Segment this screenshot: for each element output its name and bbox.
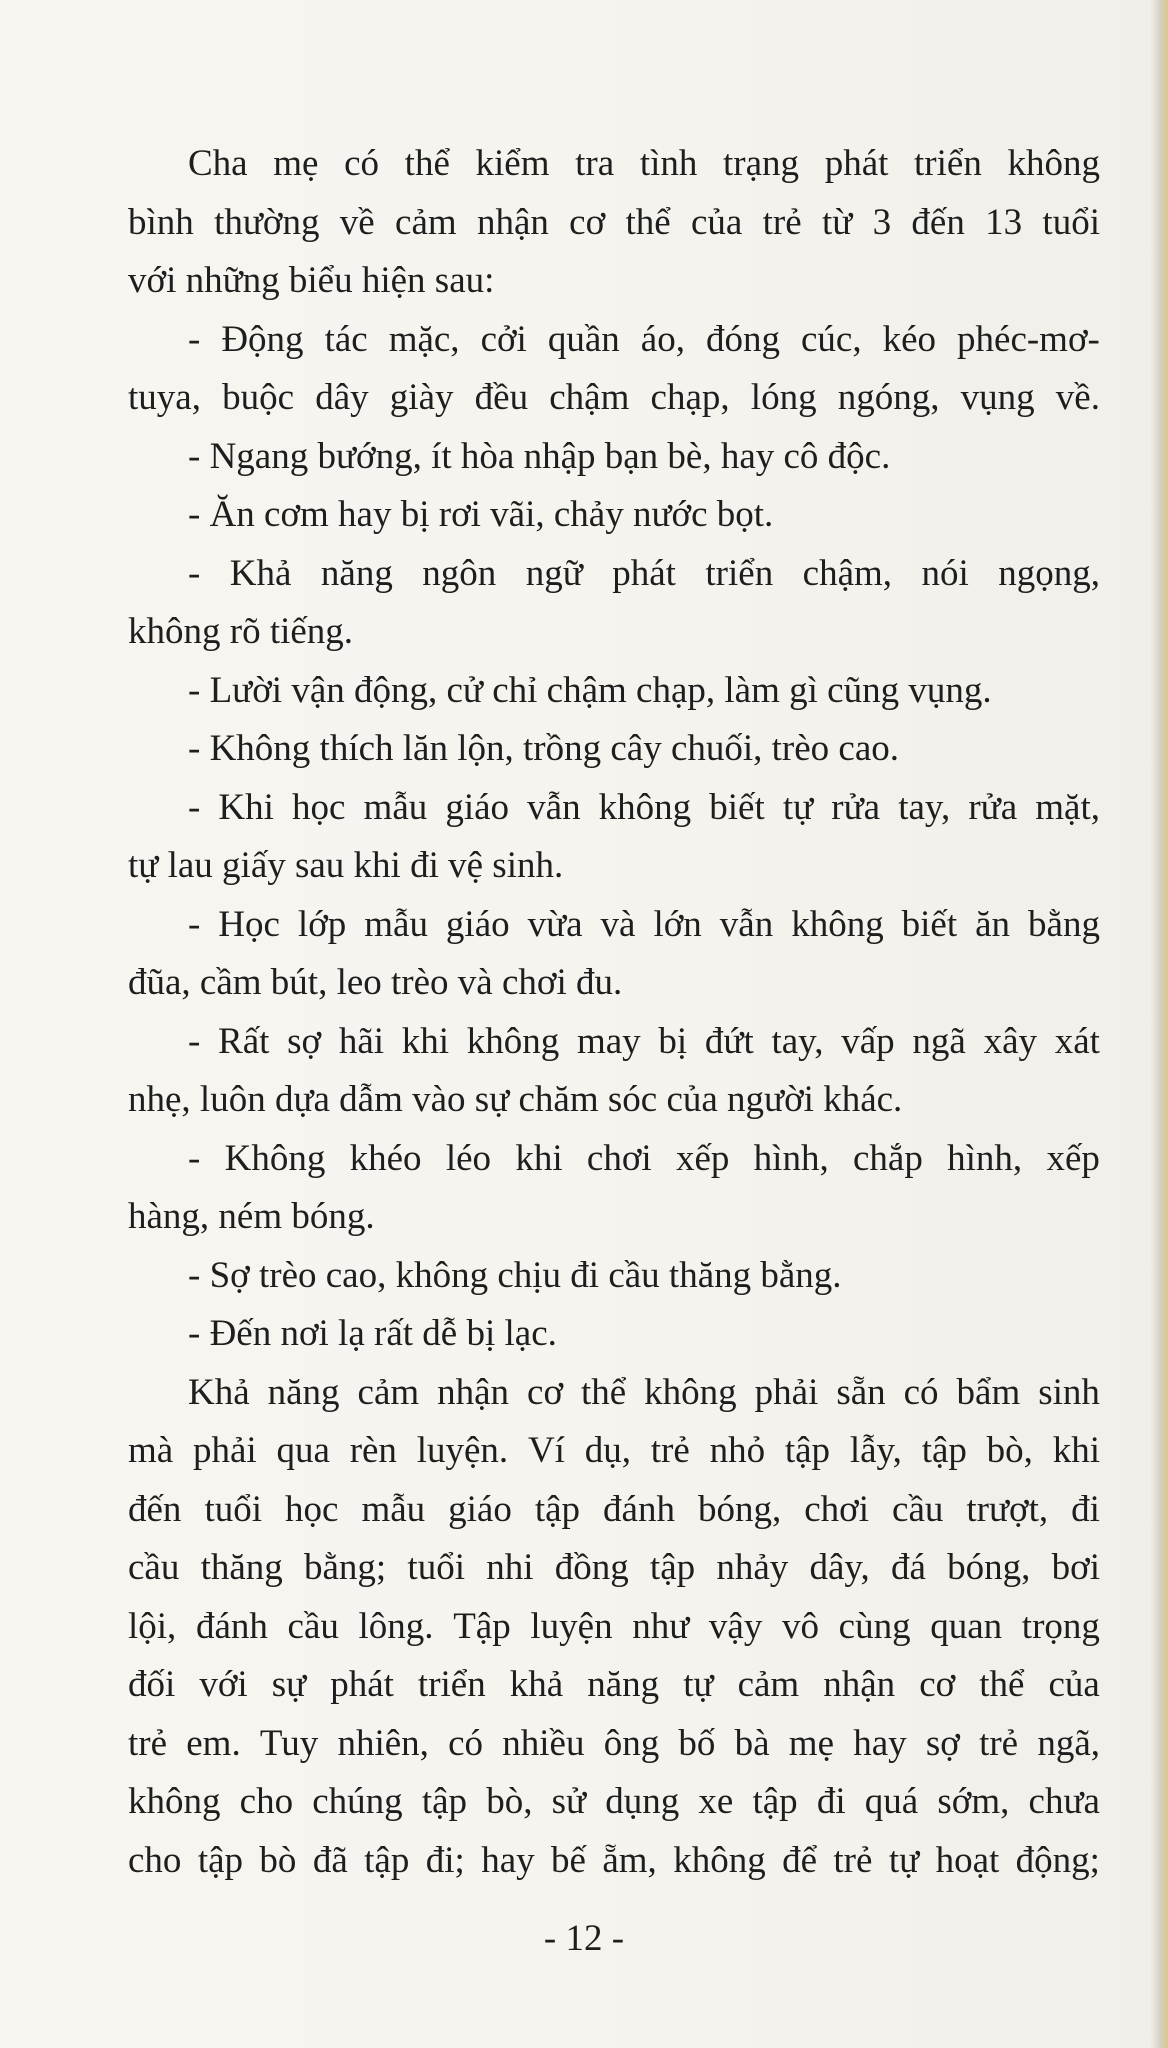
word: biết [901, 903, 958, 945]
word: trẻ [762, 201, 802, 243]
word: Động [221, 318, 304, 360]
word: học [285, 1488, 339, 1530]
text-line [128, 1656, 1100, 1715]
word: Cha [188, 143, 248, 184]
word: Không [224, 1137, 326, 1179]
word: triển [914, 143, 982, 184]
line-text: đũa, cầm bút, leo trèo và chơi đu. [128, 962, 623, 1003]
word: nhiên, [337, 1722, 429, 1764]
text-line [128, 194, 1100, 253]
page-number: - 12 - [543, 1918, 625, 1959]
word: trẻ [128, 1722, 168, 1764]
word: đối [128, 1664, 176, 1705]
word: vô [782, 1605, 819, 1647]
word: sử [551, 1781, 587, 1822]
word: trạng [723, 143, 800, 184]
line-text: - Lười vận động, cử chỉ chậm chạp, làm gì cũng vụng. [188, 669, 992, 711]
word: biết [709, 786, 765, 828]
word: cơ [919, 1664, 956, 1705]
word: tác [324, 318, 368, 360]
word: Khi [218, 786, 274, 828]
word: mặc, [388, 318, 460, 360]
word: khi [401, 1020, 450, 1062]
word: chạp, [650, 377, 730, 418]
word: tay, [898, 786, 951, 828]
text-line [128, 369, 1100, 428]
word: không [128, 1781, 221, 1822]
text-line [128, 545, 1100, 604]
word: ngã [912, 1020, 966, 1062]
word: nhảy [716, 1547, 789, 1588]
word: cầu [892, 1488, 944, 1530]
word: của [1048, 1664, 1100, 1705]
word: phát [824, 143, 889, 184]
word: tuổi [204, 1488, 262, 1530]
word: vụng [960, 377, 1035, 418]
word: Tập [453, 1605, 511, 1647]
word: nói [921, 552, 969, 594]
word: sinh [1038, 1371, 1100, 1413]
word: dây, [809, 1547, 870, 1588]
word: xếp [1046, 1137, 1100, 1179]
word: - [188, 786, 201, 828]
word: dây [315, 377, 369, 418]
word: chơi [586, 1137, 652, 1179]
word: buộc [222, 377, 295, 418]
page-edge [1150, 0, 1168, 2048]
word: lông. [358, 1605, 434, 1647]
word: tập [197, 1839, 244, 1881]
word: không [644, 1371, 737, 1413]
word: phải [754, 1371, 819, 1413]
word: trẻ [833, 1839, 873, 1881]
word: có [344, 143, 380, 184]
word: hình, [947, 1137, 1023, 1179]
line-text: - Ngang bướng, ít hòa nhập bạn bè, hay cô độc. [188, 435, 891, 477]
word: không [673, 1839, 766, 1881]
word: giày [389, 377, 454, 418]
word: kiểm [475, 143, 550, 184]
word: thể [625, 201, 671, 243]
word: thường [214, 201, 320, 243]
word: đánh [603, 1488, 675, 1530]
word: tập [921, 1430, 967, 1471]
word: trẻ [650, 1430, 690, 1471]
word: cho [128, 1839, 182, 1881]
text-line [128, 603, 1100, 662]
word: cởi [480, 318, 527, 360]
word: bị [658, 1020, 688, 1062]
word: phéc-mơ- [957, 318, 1100, 360]
word: em. [186, 1722, 241, 1764]
word: qua [276, 1430, 330, 1471]
word: nhỏ [709, 1430, 766, 1471]
word: mẫu [364, 903, 428, 945]
word: lội, [128, 1605, 177, 1647]
word: dụ, [584, 1430, 631, 1471]
word: sợ [287, 1020, 322, 1062]
word: từ [821, 201, 853, 243]
word: không [466, 1020, 560, 1062]
line-text: - Ăn cơm hay bị rơi vãi, chảy nước bọt. [188, 494, 774, 535]
text-line [128, 1188, 1100, 1247]
word: quá [864, 1781, 919, 1822]
word: cùng [838, 1605, 911, 1647]
word: không [598, 786, 692, 828]
word: tập [364, 1839, 410, 1881]
word: chậm, [802, 552, 893, 594]
word: Ví [527, 1430, 565, 1471]
word: không [791, 903, 884, 945]
text-line [128, 1715, 1100, 1774]
word: tập [534, 1488, 581, 1530]
word: quan [930, 1605, 1003, 1647]
word: triển [417, 1664, 486, 1705]
word: lóng [750, 377, 817, 418]
word: bò, [486, 1781, 533, 1822]
word: đều [474, 377, 529, 418]
word: léo [445, 1137, 492, 1179]
word: bóng, [697, 1488, 782, 1530]
word: đi; [425, 1839, 465, 1881]
word: đồng [554, 1547, 629, 1588]
word: quần [547, 318, 620, 360]
word: sợ [925, 1722, 960, 1764]
word: mẹ [273, 143, 319, 184]
word: ông [603, 1722, 660, 1764]
word: bà [734, 1722, 770, 1764]
word: Học [218, 903, 280, 945]
word: hay [481, 1839, 535, 1881]
word: thăng [200, 1547, 283, 1588]
word: nhận [476, 201, 549, 243]
word: bơi [1051, 1547, 1100, 1588]
word: học [292, 786, 346, 828]
text-line [128, 1598, 1100, 1657]
text-line [128, 1247, 1100, 1306]
word: tra [575, 143, 615, 184]
word: chơi [804, 1488, 870, 1530]
word: cơ [569, 201, 606, 243]
word: có [903, 1371, 939, 1413]
word: - [188, 1137, 201, 1179]
text-line [128, 1539, 1100, 1598]
word: trẻ [979, 1722, 1019, 1764]
word: cúc, [800, 318, 862, 360]
word: bẩm [956, 1371, 1021, 1413]
word: tự [782, 786, 814, 828]
word: hãi [338, 1020, 385, 1062]
word: xát [1054, 1020, 1100, 1062]
word: dụng [605, 1781, 680, 1822]
word: rửa [831, 786, 881, 828]
word: phát [330, 1664, 394, 1705]
text-line [128, 1422, 1100, 1481]
word: luyện [530, 1605, 613, 1647]
word: - [188, 552, 201, 594]
word: mà [128, 1430, 174, 1471]
word: rửa [968, 786, 1018, 828]
word: đứt [704, 1020, 754, 1062]
text-line [128, 662, 1100, 721]
word: ngôn [422, 552, 497, 594]
word: trọng [1021, 1605, 1100, 1647]
word: cầu [287, 1605, 339, 1647]
word: luyện. [416, 1430, 509, 1471]
word: với [199, 1664, 248, 1705]
word: bò [259, 1839, 297, 1881]
word: về. [1055, 377, 1100, 418]
word: tập [784, 1430, 831, 1471]
word: cảm [395, 201, 457, 243]
text-line [128, 837, 1100, 896]
word: đá [891, 1547, 926, 1588]
word: sớm, [937, 1781, 1010, 1822]
word: chậm [549, 377, 630, 418]
word: nhận [437, 1371, 510, 1413]
word: Khả [229, 552, 292, 594]
word: khi [515, 1137, 563, 1179]
word: cơ [527, 1371, 564, 1413]
word: khả [509, 1664, 564, 1705]
line-text: hàng, ném bóng. [128, 1196, 375, 1237]
text-line [128, 1481, 1100, 1540]
text-line [128, 135, 1100, 194]
word: đóng [705, 318, 780, 360]
word: tuya, [128, 377, 201, 418]
word: rèn [349, 1430, 397, 1471]
word: bóng, [947, 1547, 1031, 1588]
word: trượt, [966, 1488, 1049, 1530]
word: đến [128, 1488, 182, 1530]
word: của [690, 201, 743, 243]
word: thể [404, 143, 450, 184]
word: tay, [771, 1020, 824, 1062]
word: mẫu [361, 1488, 426, 1530]
word: mặt, [1035, 786, 1100, 828]
word: chúng [312, 1781, 403, 1822]
word: động; [1015, 1839, 1100, 1881]
word: bố [678, 1722, 716, 1764]
word: ngọng, [998, 552, 1100, 594]
word: triển [705, 552, 774, 594]
text-line [128, 954, 1100, 1013]
word: cảm [737, 1664, 800, 1705]
text-line [128, 1773, 1100, 1832]
word: bế [551, 1839, 586, 1881]
word: nhiều [502, 1722, 585, 1764]
word: tự [888, 1839, 920, 1881]
word: áo, [640, 318, 685, 360]
word: không [1007, 143, 1100, 184]
line-text: nhẹ, luôn dựa dẫm vào sự chăm sóc của người khác. [128, 1079, 903, 1120]
word: hình, [753, 1137, 829, 1179]
word: như [632, 1605, 690, 1647]
word: sự [271, 1664, 307, 1705]
word: cho [239, 1781, 294, 1822]
word: bò, [986, 1430, 1033, 1471]
word: về [339, 201, 375, 243]
line-text: tự lau giấy sau khi đi vệ sinh. [128, 845, 564, 886]
word: tình [639, 143, 698, 184]
word: chắp [852, 1137, 923, 1179]
word: Khả [188, 1371, 250, 1413]
body-text [128, 135, 1100, 1890]
word: nhi [486, 1547, 534, 1588]
word: ẵm, [602, 1839, 657, 1881]
word: 13 [985, 201, 1023, 243]
text-line [128, 1130, 1100, 1189]
word: vẫn [719, 903, 774, 945]
word: giáo [445, 903, 510, 945]
word: phải [192, 1430, 257, 1471]
text-line [128, 1013, 1100, 1072]
text-line [128, 252, 1100, 311]
word: năng [320, 552, 393, 594]
word: kéo [882, 318, 937, 360]
line-text: - Không thích lăn lộn, trồng cây chuối, trèo cao. [188, 728, 900, 769]
word: lớn [653, 903, 702, 945]
text-line [128, 486, 1100, 545]
word: vấp [841, 1020, 895, 1062]
word: vẫn [527, 786, 581, 828]
word: đi [1071, 1488, 1100, 1530]
word: vậy [708, 1605, 763, 1647]
word: xây [983, 1020, 1037, 1062]
word: bằng; [304, 1547, 387, 1588]
word: khéo [349, 1137, 422, 1179]
word: xe [698, 1781, 734, 1822]
word: đi [816, 1781, 846, 1822]
word: khi [1052, 1430, 1100, 1471]
word: để [782, 1839, 818, 1881]
word: tuổi [407, 1547, 465, 1588]
word: vừa [527, 903, 583, 945]
word: ngữ [525, 552, 583, 594]
word: hoạt [935, 1839, 1000, 1881]
text-line [128, 1305, 1100, 1364]
text-line [128, 779, 1100, 838]
word: Tuy [259, 1722, 319, 1764]
word: bằng [1028, 903, 1100, 945]
word: đến [911, 201, 965, 243]
line-text: - Đến nơi lạ rất dễ bị lạc. [188, 1313, 557, 1354]
word: may [576, 1020, 641, 1062]
text-line [128, 896, 1100, 955]
word: năng [267, 1371, 340, 1413]
word: cảm [357, 1371, 420, 1413]
word: phát [612, 552, 676, 594]
word: - [188, 903, 201, 945]
word: tuổi [1042, 201, 1100, 243]
word: và [600, 903, 636, 945]
text-line [128, 428, 1100, 487]
word: giáo [448, 1488, 512, 1530]
text-line [128, 720, 1100, 779]
word: chưa [1028, 1781, 1100, 1822]
text-line [128, 311, 1100, 370]
text-line [128, 1832, 1100, 1891]
word: mẹ [788, 1722, 834, 1764]
word: lớp [297, 903, 347, 945]
word: cầu [128, 1547, 180, 1588]
word: đã [312, 1839, 348, 1881]
text-line [128, 1071, 1100, 1130]
word: ngã, [1037, 1722, 1100, 1764]
word: sẵn [836, 1371, 886, 1413]
word: có [448, 1722, 484, 1764]
word: - [188, 1020, 201, 1062]
word: tự [683, 1664, 714, 1705]
word: giáo [445, 786, 510, 828]
line-text: không rõ tiếng. [128, 611, 354, 652]
word: nhận [823, 1664, 896, 1705]
word: ăn [975, 903, 1011, 945]
word: mẫu [363, 786, 428, 828]
word: đánh [195, 1605, 268, 1647]
word: thể [581, 1371, 627, 1413]
text-line [128, 1364, 1100, 1423]
word: tập [752, 1781, 798, 1822]
word: - [188, 318, 201, 360]
word: xếp [675, 1137, 730, 1179]
word: tập [649, 1547, 696, 1588]
word: thể [979, 1664, 1025, 1705]
word: lẫy, [849, 1430, 902, 1471]
line-text: - Sợ trèo cao, không chịu đi cầu thăng bằng. [188, 1254, 842, 1296]
word: hay [853, 1722, 907, 1764]
word: ngóng, [837, 377, 940, 418]
line-text: với những biểu hiện sau: [128, 260, 495, 301]
word: bình [128, 201, 194, 243]
word: 3 [872, 201, 892, 243]
word: năng [587, 1664, 660, 1705]
word: Rất [218, 1020, 270, 1062]
word: tập [421, 1781, 468, 1822]
